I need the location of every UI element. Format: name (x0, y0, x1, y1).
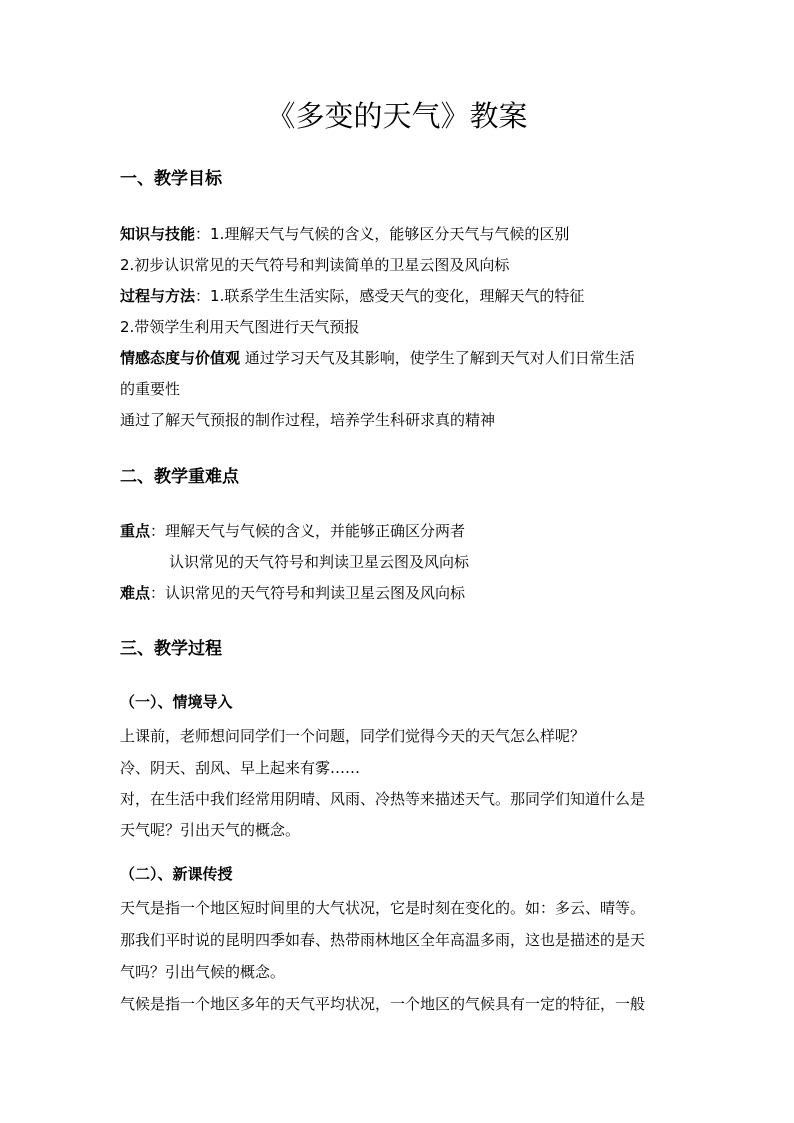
intro-line-3: 对，在生活中我们经常用阴晴、风雨、冷热等来描述天气。那同学们知道什么是 (120, 790, 646, 808)
difficulty-line (120, 581, 465, 605)
process-text: 1.联系学生生活实际，感受天气的变化，理解天气的特征 (210, 287, 585, 305)
knowledge-line-2: 2.初步认识常见的天气符号和判读简单的卫星云图及风向标 (120, 256, 510, 274)
intro-line-4: 天气呢？引出天气的概念。 (120, 821, 301, 839)
lesson-line-4: 气候是指一个地区多年的天气平均状况，一个地区的气候具有一定的特征，一般 (120, 995, 646, 1013)
key-point-line (120, 519, 465, 543)
emotion-line (120, 346, 635, 370)
key-point-sep: ： (150, 522, 166, 540)
key-point-label: 重点 (120, 522, 151, 540)
subheading-new-lesson: （二）、新课传授 (120, 865, 233, 883)
process-line-2: 2.带领学生利用天气图进行天气预报 (120, 318, 360, 336)
difficulty-label: 难点 (120, 584, 151, 602)
knowledge-line (120, 222, 569, 246)
section-heading-process: 三、教学过程 (120, 639, 222, 659)
knowledge-text: 1.理解天气与气候的含义，能够区分天气与气候的区别 (210, 225, 570, 243)
intro-line-2: 冷、阴天、刮风、早上起来有雾…… (120, 759, 361, 777)
emotion-line-3: 通过了解天气预报的制作过程，培养学生科研求真的精神 (120, 411, 496, 429)
key-point-line-2: 认识常见的天气符号和判读卫星云图及风向标 (169, 553, 470, 571)
emotion-line-2: 的重要性 (120, 380, 181, 398)
difficulty-sep: ： (150, 584, 166, 602)
process-label: 过程与方法 (120, 287, 196, 305)
knowledge-label: 知识与技能 (120, 225, 196, 243)
lesson-line-2: 那我们平时说的昆明四季如春、热带雨林地区全年高温多雨，这也是描述的是天 (120, 931, 646, 949)
subheading-intro: （一）、情境导入 (120, 693, 233, 711)
knowledge-sep: ： (195, 225, 211, 243)
process-sep: ： (195, 287, 211, 305)
section-heading-objectives: 一、教学目标 (120, 169, 222, 189)
section-heading-key-points: 二、教学重难点 (120, 467, 239, 487)
intro-line-1: 上课前，老师想问同学们一个问题，同学们觉得今天的天气怎么样呢？ (120, 727, 586, 745)
lesson-line-1: 天气是指一个地区短时间里的大气状况，它是时刻在变化的。如：多云、晴等。 (120, 899, 646, 917)
process-line (120, 284, 584, 308)
emotion-text: 通过学习天气及其影响，使学生了解到天气对人们日常生活 (240, 349, 635, 367)
difficulty-text: 认识常见的天气符号和判读卫星云图及风向标 (165, 584, 466, 602)
emotion-label: 情感态度与价值观 (120, 349, 241, 367)
key-point-text: 理解天气与气候的含义，并能够正确区分两者 (165, 522, 466, 540)
lesson-line-3: 气吗？引出气候的概念。 (120, 963, 286, 981)
document-title: 《多变的天气》教案 (266, 99, 528, 133)
